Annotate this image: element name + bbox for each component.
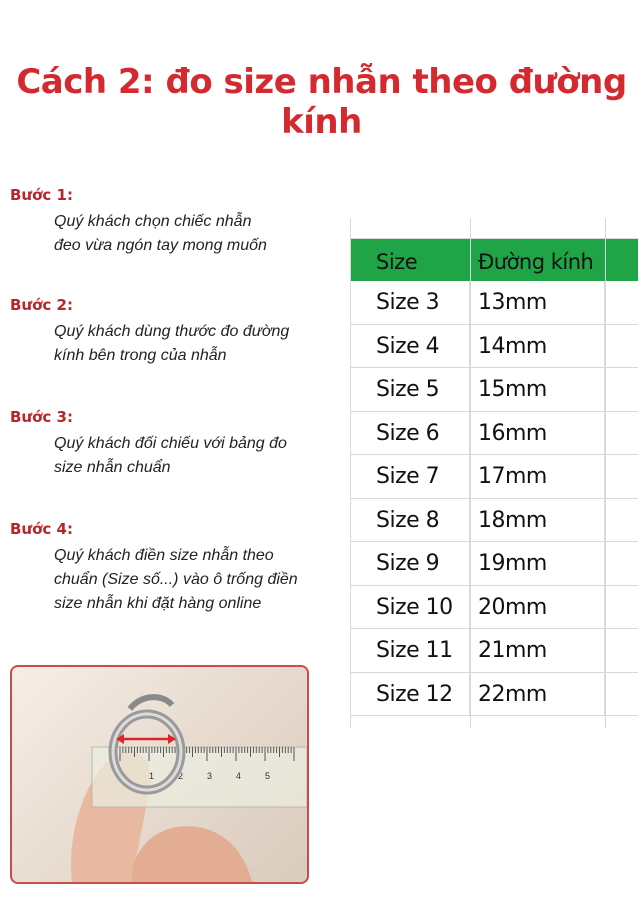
size-cell: Size 11 <box>350 629 470 672</box>
size-cell: Size 8 <box>350 499 470 542</box>
step-line: kính bên trong của nhẫn <box>54 347 227 364</box>
grid-line <box>470 218 471 728</box>
ring-measure-photo <box>10 665 309 884</box>
table-row <box>350 499 638 543</box>
ring-top <box>130 697 172 709</box>
step-text <box>54 210 310 258</box>
step-line: Quý khách chọn chiếc nhẫn <box>54 213 252 230</box>
step-1 <box>10 186 310 258</box>
diameter-cell: 22mm <box>470 673 605 716</box>
ruler-label: 1 <box>149 771 155 781</box>
ruler-label: 4 <box>236 771 242 781</box>
ruler-label: 5 <box>265 771 271 781</box>
grid-row-empty <box>350 218 638 239</box>
finger-shape <box>132 826 252 882</box>
diameter-cell: 15mm <box>470 368 605 411</box>
diameter-cell: 17mm <box>470 455 605 498</box>
size-cell: Size 9 <box>350 542 470 585</box>
step-title: Bước 2: <box>10 296 73 314</box>
step-text <box>54 432 310 480</box>
step-title: Bước 1: <box>10 186 73 204</box>
table-row <box>350 412 638 456</box>
size-cell: Size 4 <box>350 325 470 368</box>
size-table <box>350 218 638 738</box>
grid-line <box>605 218 606 728</box>
table-row <box>350 629 638 673</box>
size-cell: Size 5 <box>350 368 470 411</box>
step-line: Quý khách điền size nhẫn theo <box>54 547 274 564</box>
step-line: chuẩn (Size số...) vào ô trống điền <box>54 571 298 588</box>
diameter-cell: 20mm <box>470 586 605 629</box>
table-row <box>350 542 638 586</box>
grid-line <box>350 218 351 728</box>
page-title: Cách 2: đo size nhẫn theo đường kính <box>16 62 627 142</box>
table-row <box>350 368 638 412</box>
diameter-cell: 13mm <box>470 281 605 324</box>
diameter-cell: 19mm <box>470 542 605 585</box>
size-cell: Size 10 <box>350 586 470 629</box>
table-row <box>350 673 638 717</box>
table-row <box>350 586 638 630</box>
grid-row-empty <box>350 716 638 738</box>
size-cell: Size 6 <box>350 412 470 455</box>
step-2 <box>10 296 310 368</box>
diameter-cell: 14mm <box>470 325 605 368</box>
step-title: Bước 4: <box>10 520 73 538</box>
size-cell: Size 12 <box>350 673 470 716</box>
ring-measure-illustration <box>12 667 307 882</box>
table-row <box>350 455 638 499</box>
step-line: Quý khách đối chiếu với bảng đo <box>54 435 287 452</box>
step-line: đeo vừa ngón tay mong muốn <box>54 237 267 254</box>
diameter-cell: 21mm <box>470 629 605 672</box>
size-cell: Size 3 <box>350 281 470 324</box>
header-diameter: Đường kính <box>478 250 594 274</box>
step-title: Bước 3: <box>10 408 73 426</box>
step-4 <box>10 520 310 616</box>
ruler-label: 3 <box>207 771 213 781</box>
step-line: Quý khách dùng thước đo đường <box>54 323 290 340</box>
step-line: size nhẫn khi đặt hàng online <box>54 595 262 612</box>
table-row <box>350 325 638 369</box>
ruler-label: 2 <box>178 771 184 781</box>
diameter-cell: 18mm <box>470 499 605 542</box>
size-cell: Size 7 <box>350 455 470 498</box>
header-size: Size <box>376 250 418 274</box>
table-header <box>350 239 638 281</box>
table-row <box>350 281 638 325</box>
step-text <box>54 544 310 616</box>
step-text <box>54 320 310 368</box>
step-3 <box>10 408 310 480</box>
ruler-label: 0 <box>120 771 126 781</box>
step-line: size nhẫn chuẩn <box>54 459 171 476</box>
diameter-cell: 16mm <box>470 412 605 455</box>
